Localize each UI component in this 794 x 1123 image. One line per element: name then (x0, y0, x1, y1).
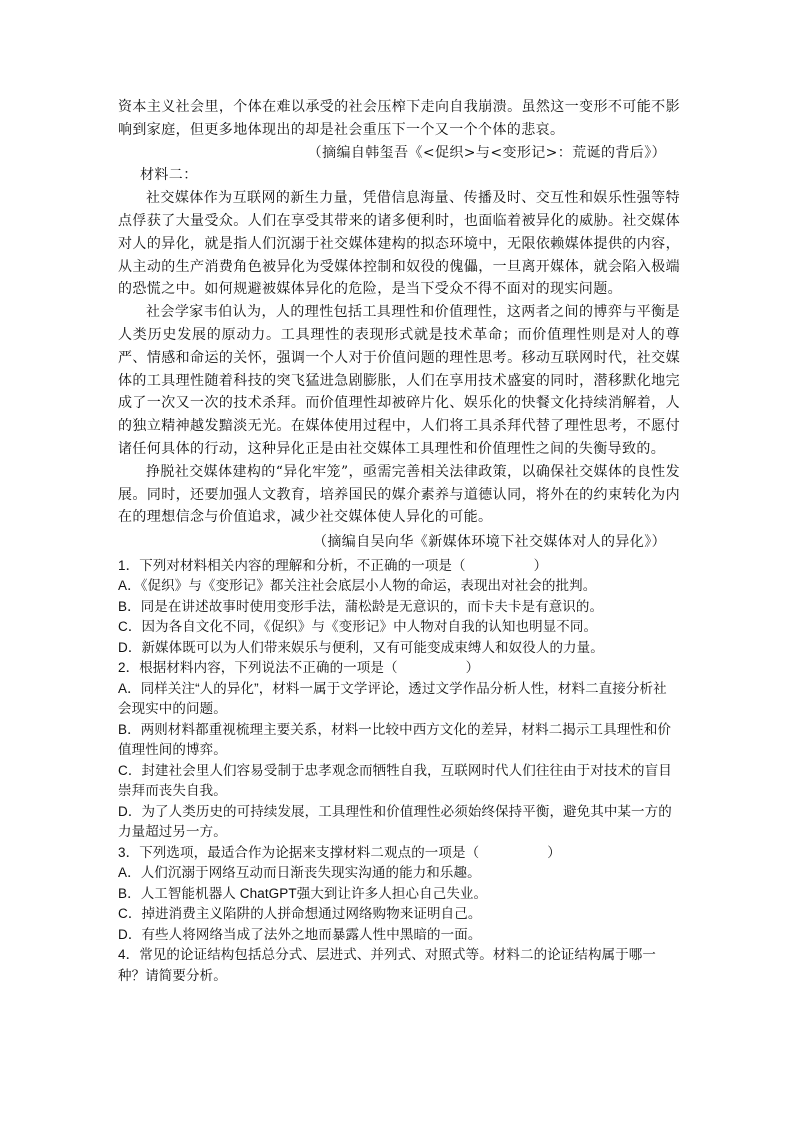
material-one-tail (118, 96, 680, 164)
question-2-option-b: B．两则材料都重视梳理主要关系，材料一比较中西方文化的差异，材料二揭示工具理性和价值理性间的博弈。 (118, 721, 672, 758)
question-2 (118, 658, 680, 843)
exam-page (118, 96, 680, 986)
material-two-heading: 材料二： (140, 167, 198, 184)
material-two-paragraph-2: 社会学家韦伯认为，人的理性包括工具理性和价值理性，这两者之间的博弈与平衡是人类历史发展的原动力。工具理性的表现形式就是技术革命；而价值理性则是对人的尊严、情感和命运的关怀，强调一个人对于价值问题的理性思考。移动互联网时代，社交媒体的工具理性随着科技的突飞猛进急剧膨胀，人们在享用技术盛宴的同时，潜移默化地完成了一次又一次的技术杀拜。而价值理性却被碎片化、娱乐化的快餐文化持续消解着，人的独立精神越发黯淡无光。在媒体使用过程中，人们将工具杀拜代替了理性思考，不愿付诸任何具体的行动，这种异化正是由社交媒体工具理性和价值理性之间的失衡导致的。 (118, 304, 680, 457)
material-one-source: （摘编自韩玺吾《<促织>与<变形记>：荒诞的背后》） (307, 144, 666, 161)
material-two (118, 164, 680, 554)
question-1-option-b: B．同是在讲述故事时使用变形手法，蒲松龄是无意识的，而卡夫卡是有意识的。 (118, 598, 604, 614)
question-3-option-d: D．有些人将网络当成了法外之地而暴露人性中黑暗的一面。 (118, 926, 482, 942)
question-3-option-b: B．人工智能机器人 ChatGPT强大到让许多人担心自己失业。 (118, 885, 488, 901)
question-4-stem: 4．常见的论证结构包括总分式、层进式、并列式、对照式等。材料二的论证结构属于哪一种？请简要分析。 (118, 947, 657, 983)
question-list (118, 556, 680, 987)
question-3 (118, 843, 680, 946)
question-2-option-a: A．同样关注“人的异化”，材料一属于文学评论，透过文学作品分析人性，材料二直接分析社会现实中的问题。 (118, 680, 667, 717)
question-3-option-c: C．掉进消费主义陷阱的人拼命想通过网络购物来证明自己。 (118, 906, 482, 922)
question-1-option-d: D．新媒体既可以为人们带来娱乐与便利，又有可能变成束缚人和奴役人的力量。 (118, 639, 604, 655)
question-1-option-a: A．《促织》与《变形记》都关注社会底层小人物的命运，表现出对社会的批判。 (118, 578, 597, 594)
question-1-option-c: C．因为各自文化不同，《促织》与《变形记》中人物对自我的认知也明显不同。 (118, 619, 598, 635)
question-2-option-c: C．封建社会里人们容易受制于忠孝观念而牺牲自我，互联网时代人们往往由于对技术的盲目崇拜而丧失自我。 (118, 762, 672, 799)
question-4 (118, 945, 680, 986)
material-two-paragraph-3: 挣脱社交媒体建构的“异化牢笼”，亟需完善相关法律政策，以确保社交媒体的良性发展。同时，还要加强人文教育，培养国民的媒介素养与道德认同，将外在的约束转化为内在的理想信念与价值追求，减少社交媒体使人异化的可能。 (118, 463, 680, 526)
material-two-paragraph-1: 社交媒体作为互联网的新生力量，凭借信息海量、传播及时、交互性和娱乐性强等特点俘获了大量受众。人们在享受其带来的诸多便利时，也面临着被异化的威胁。社交媒体对人的异化，就是指人们沉溺于社交媒体建构的拟态环境中，无限依赖媒体提供的内容，从主动的生产消费角色被异化为受媒体控制和奴役的傀儡，一旦离开媒体，就会陷入极端的恐慌之中。如何规避被媒体异化的危险，是当下受众不得不面对的现实问题。 (118, 190, 680, 298)
question-1 (118, 556, 680, 659)
question-1-stem: 1．下列对材料相关内容的理解和分析，不正确的一项是（ ） (118, 557, 548, 573)
question-3-stem: 3．下列选项，最适合作为论据来支撑材料二观点的一项是（ ） (118, 844, 561, 860)
material-one-conclusion: 资本主义社会里，个体在难以承受的社会压榨下走向自我崩溃。虽然这一变形不可能不影响到家庭，但更多地体现出的却是社会重压下一个又一个个体的悲哀。 (118, 99, 680, 138)
question-3-option-a: A．人们沉溺于网络互动而日渐丧失现实沟通的能力和乐趣。 (118, 865, 481, 881)
material-two-source: （摘编自吴向华《新媒体环境下社交媒体对人的异化》） (313, 534, 666, 551)
question-2-stem: 2．根据材料内容，下列说法不正确的一项是（ ） (118, 660, 480, 676)
question-2-option-d: D．为了人类历史的可持续发展，工具理性和价值理性必须始终保持平衡，避免其中某一方的力量超过另一方。 (118, 803, 672, 840)
